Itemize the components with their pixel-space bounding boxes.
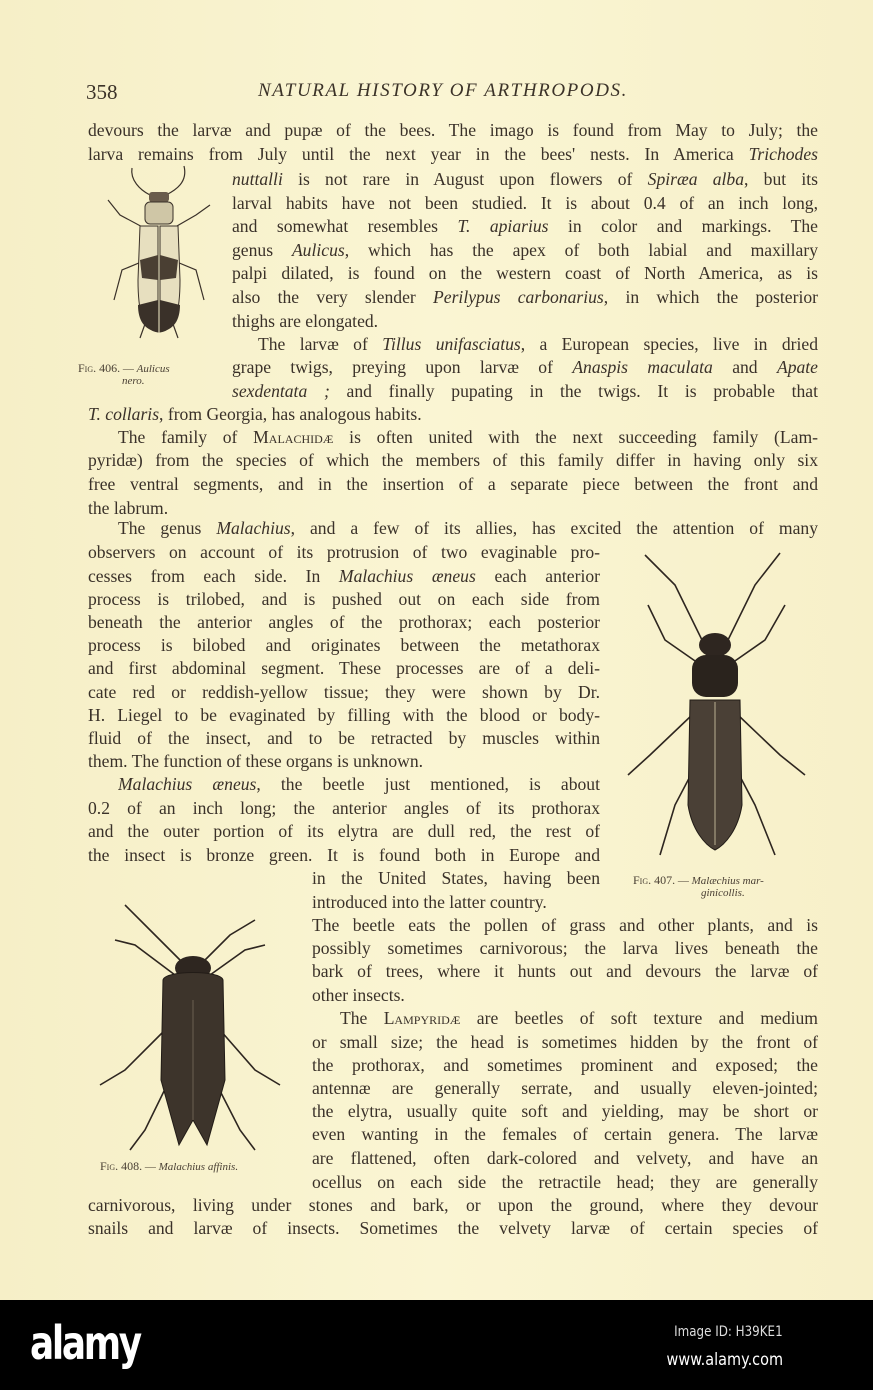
text-line — [232, 167, 818, 191]
text-segment: the insect is bronze green. It is found both in Europe and — [88, 845, 600, 865]
text-line — [88, 656, 600, 680]
text-segment: also the very slender — [232, 287, 434, 307]
text-segment: snails and larvæ of insects. Sometimes the velvety larvæ of certain species of — [88, 1218, 818, 1238]
text-line — [340, 1006, 818, 1030]
text-line — [88, 448, 818, 472]
text-segment: is often united with the next succeeding family (Lam- — [333, 427, 818, 447]
small-caps-text: Lampyridæ — [383, 1008, 461, 1028]
small-caps-text: Malachidæ — [253, 427, 334, 447]
text-segment: the elytra, usually quite soft and yielding, may be short or — [312, 1101, 818, 1121]
text-line — [232, 379, 818, 403]
text-line — [118, 425, 818, 449]
figure-408-beetle-illustration — [95, 900, 290, 1155]
text-line — [88, 633, 600, 657]
text-line — [88, 726, 600, 750]
text-line — [88, 118, 818, 142]
text-segment: the labrum. — [88, 498, 169, 518]
text-segment: observers on account of its protrusion of two evaginable pro- — [88, 542, 600, 562]
figure-406-beetle-illustration — [100, 160, 220, 340]
alamy-logo: alamy — [30, 1316, 140, 1370]
italic-text: sexdentata ; — [232, 381, 330, 401]
text-line — [88, 540, 600, 564]
text-segment: bark of trees, where it hunts out and devours the larvæ of — [312, 961, 818, 981]
italic-text: nuttalli — [232, 169, 283, 189]
text-line — [88, 680, 600, 704]
text-line — [232, 285, 818, 309]
text-segment: 0.2 of an inch long; the anterior angles of its prothorax — [88, 798, 600, 818]
text-segment: them. The function of these organs is unknown. — [88, 751, 424, 771]
text-segment: The beetle eats the pollen of grass and other plants, and is — [312, 915, 818, 935]
text-segment: The larvæ of — [258, 334, 383, 354]
text-line — [312, 1146, 818, 1170]
text-line — [88, 819, 600, 843]
text-line — [258, 332, 818, 356]
text-line — [118, 772, 600, 796]
page-number: 358 — [86, 80, 118, 104]
text-segment: free ventral segments, and in the insertion of a separate piece between the front and — [88, 474, 818, 494]
italic-text: T. collaris — [88, 404, 160, 424]
text-segment: The — [340, 1008, 384, 1028]
figure-407-caption: Fig. 407. — Malæchius mar- ginicollis. — [633, 873, 764, 899]
text-segment: grape twigs, preying upon larvæ of — [232, 357, 573, 377]
text-line — [88, 564, 600, 588]
italic-text: Tillus unifasciatus — [382, 334, 521, 354]
text-segment: are beetles of soft texture and medium — [460, 1008, 818, 1028]
italic-text: Anaspis maculata — [572, 357, 713, 377]
text-segment: H. Liegel to be evaginated by filling with the blood or body- — [88, 705, 600, 725]
text-segment: beneath the anterior angles of the prothorax; each posterior — [88, 612, 600, 632]
alamy-url: www.alamy.com — [666, 1350, 783, 1370]
text-line — [232, 355, 818, 379]
text-line — [88, 472, 818, 496]
text-segment: pyridæ) from the species of which the members of this family differ in having only six — [88, 450, 818, 470]
text-line — [88, 402, 818, 426]
italic-text: Spiræa alba — [647, 169, 745, 189]
text-segment: antennæ are generally serrate, and usually eleven-jointed; — [312, 1078, 818, 1098]
text-segment: palpi dilated, is found on the western coast of North America, as is — [232, 263, 818, 283]
text-line — [118, 516, 818, 540]
text-segment: thighs are elongated. — [232, 311, 379, 331]
text-segment: process is trilobed, and is pushed out on each side from — [88, 589, 600, 609]
text-line — [312, 913, 818, 937]
italic-text: Malachius æneus — [118, 774, 257, 794]
text-segment: , the beetle just mentioned, is about — [256, 774, 600, 794]
text-segment: , and a few of its allies, has excited the attention of many — [290, 518, 818, 538]
text-segment: cate red or reddish-yellow tissue; they were shown by Dr. — [88, 682, 600, 702]
figure-408-caption: Fig. 408. — Malachius affinis. — [100, 1159, 239, 1173]
text-segment: , in which the posterior — [603, 287, 818, 307]
watermark-footer — [0, 1300, 873, 1390]
text-segment: The genus — [118, 518, 217, 538]
text-line — [232, 214, 818, 238]
text-segment: the prothorax, and sometimes prominent and exposed; the — [312, 1055, 818, 1075]
text-line — [312, 1030, 818, 1054]
text-segment: cesses from each side. In — [88, 566, 339, 586]
text-line — [312, 1122, 818, 1146]
text-line — [312, 1170, 818, 1194]
text-line — [232, 309, 818, 333]
text-segment: , a European species, live in dried — [520, 334, 818, 354]
text-segment: fluid of the insect, and to be retracted by muscles within — [88, 728, 600, 748]
text-segment: devours the larvæ and pupæ of the bees. The imago is found from May to July; the — [88, 120, 818, 140]
italic-text: Aulicus — [291, 240, 345, 260]
text-line — [88, 587, 600, 611]
text-line — [312, 866, 600, 890]
text-segment: The family of — [118, 427, 254, 447]
text-segment: other insects. — [312, 985, 405, 1005]
italic-text: Trichodes — [748, 144, 818, 164]
figure-407-beetle-illustration — [620, 545, 815, 865]
text-segment: , from Georgia, has analogous habits. — [159, 404, 422, 424]
italic-text: T. apiarius — [457, 216, 549, 236]
text-line — [88, 703, 600, 727]
text-segment: ocellus on each side the retractile head; they are generally — [312, 1172, 818, 1192]
italic-text: Malachius — [216, 518, 291, 538]
text-segment: , which has the apex of both labial and maxillary — [344, 240, 818, 260]
text-line — [88, 843, 600, 867]
text-line — [312, 959, 818, 983]
italic-text: Malachius æneus — [338, 566, 476, 586]
text-segment: possibly sometimes carnivorous; the larva lives beneath the — [312, 938, 818, 958]
text-segment: larva remains from July until the next year in the bees' nests. In America — [88, 144, 749, 164]
text-line — [88, 610, 600, 634]
text-segment: process is bilobed and originates between the metathorax — [88, 635, 600, 655]
text-segment: are flattened, often dark-colored and velvety, and have an — [312, 1148, 818, 1168]
text-segment: larval habits have not been studied. It is about 0.4 of an inch long, — [232, 193, 818, 213]
text-line — [312, 1076, 818, 1100]
text-line — [312, 1053, 818, 1077]
text-segment: in the United States, having been — [312, 868, 600, 888]
text-segment: , but its — [744, 169, 818, 189]
italic-text: Apate — [776, 357, 818, 377]
text-segment: each anterior — [475, 566, 600, 586]
text-line — [88, 749, 600, 773]
italic-text: Perilypus carbonarius — [433, 287, 604, 307]
text-segment: and finally pupating in the twigs. It is probable that — [329, 381, 818, 401]
text-segment: and somewhat resembles — [232, 216, 458, 236]
text-segment: and — [712, 357, 777, 377]
text-segment: and first abdominal segment. These processes are of a deli- — [88, 658, 600, 678]
text-segment: in color and markings. The — [548, 216, 818, 236]
running-title: NATURAL HISTORY OF ARTHROPODS. — [258, 80, 628, 101]
image-id: Image ID: H39KE1 — [674, 1324, 783, 1340]
text-segment: and the outer portion of its elytra are dull red, the rest of — [88, 821, 600, 841]
text-line — [232, 261, 818, 285]
text-segment: or small size; the head is sometimes hidden by the front of — [312, 1032, 818, 1052]
text-line — [312, 983, 818, 1007]
text-line — [312, 936, 818, 960]
text-segment: introduced into the latter country. — [312, 892, 547, 912]
text-line — [88, 1193, 818, 1217]
text-segment: is not rare in August upon flowers of — [282, 169, 648, 189]
text-segment: genus — [232, 240, 292, 260]
text-segment: carnivorous, living under stones and bark, or upon the ground, where they devour — [88, 1195, 818, 1215]
text-line — [88, 796, 600, 820]
text-line — [312, 1099, 818, 1123]
text-line — [232, 191, 818, 215]
text-segment: even wanting in the females of certain genera. The larvæ — [312, 1124, 818, 1144]
text-line — [88, 1216, 818, 1240]
text-line — [232, 238, 818, 262]
figure-406-caption: Fig. 406. — Aulicus nero. — [78, 361, 170, 387]
